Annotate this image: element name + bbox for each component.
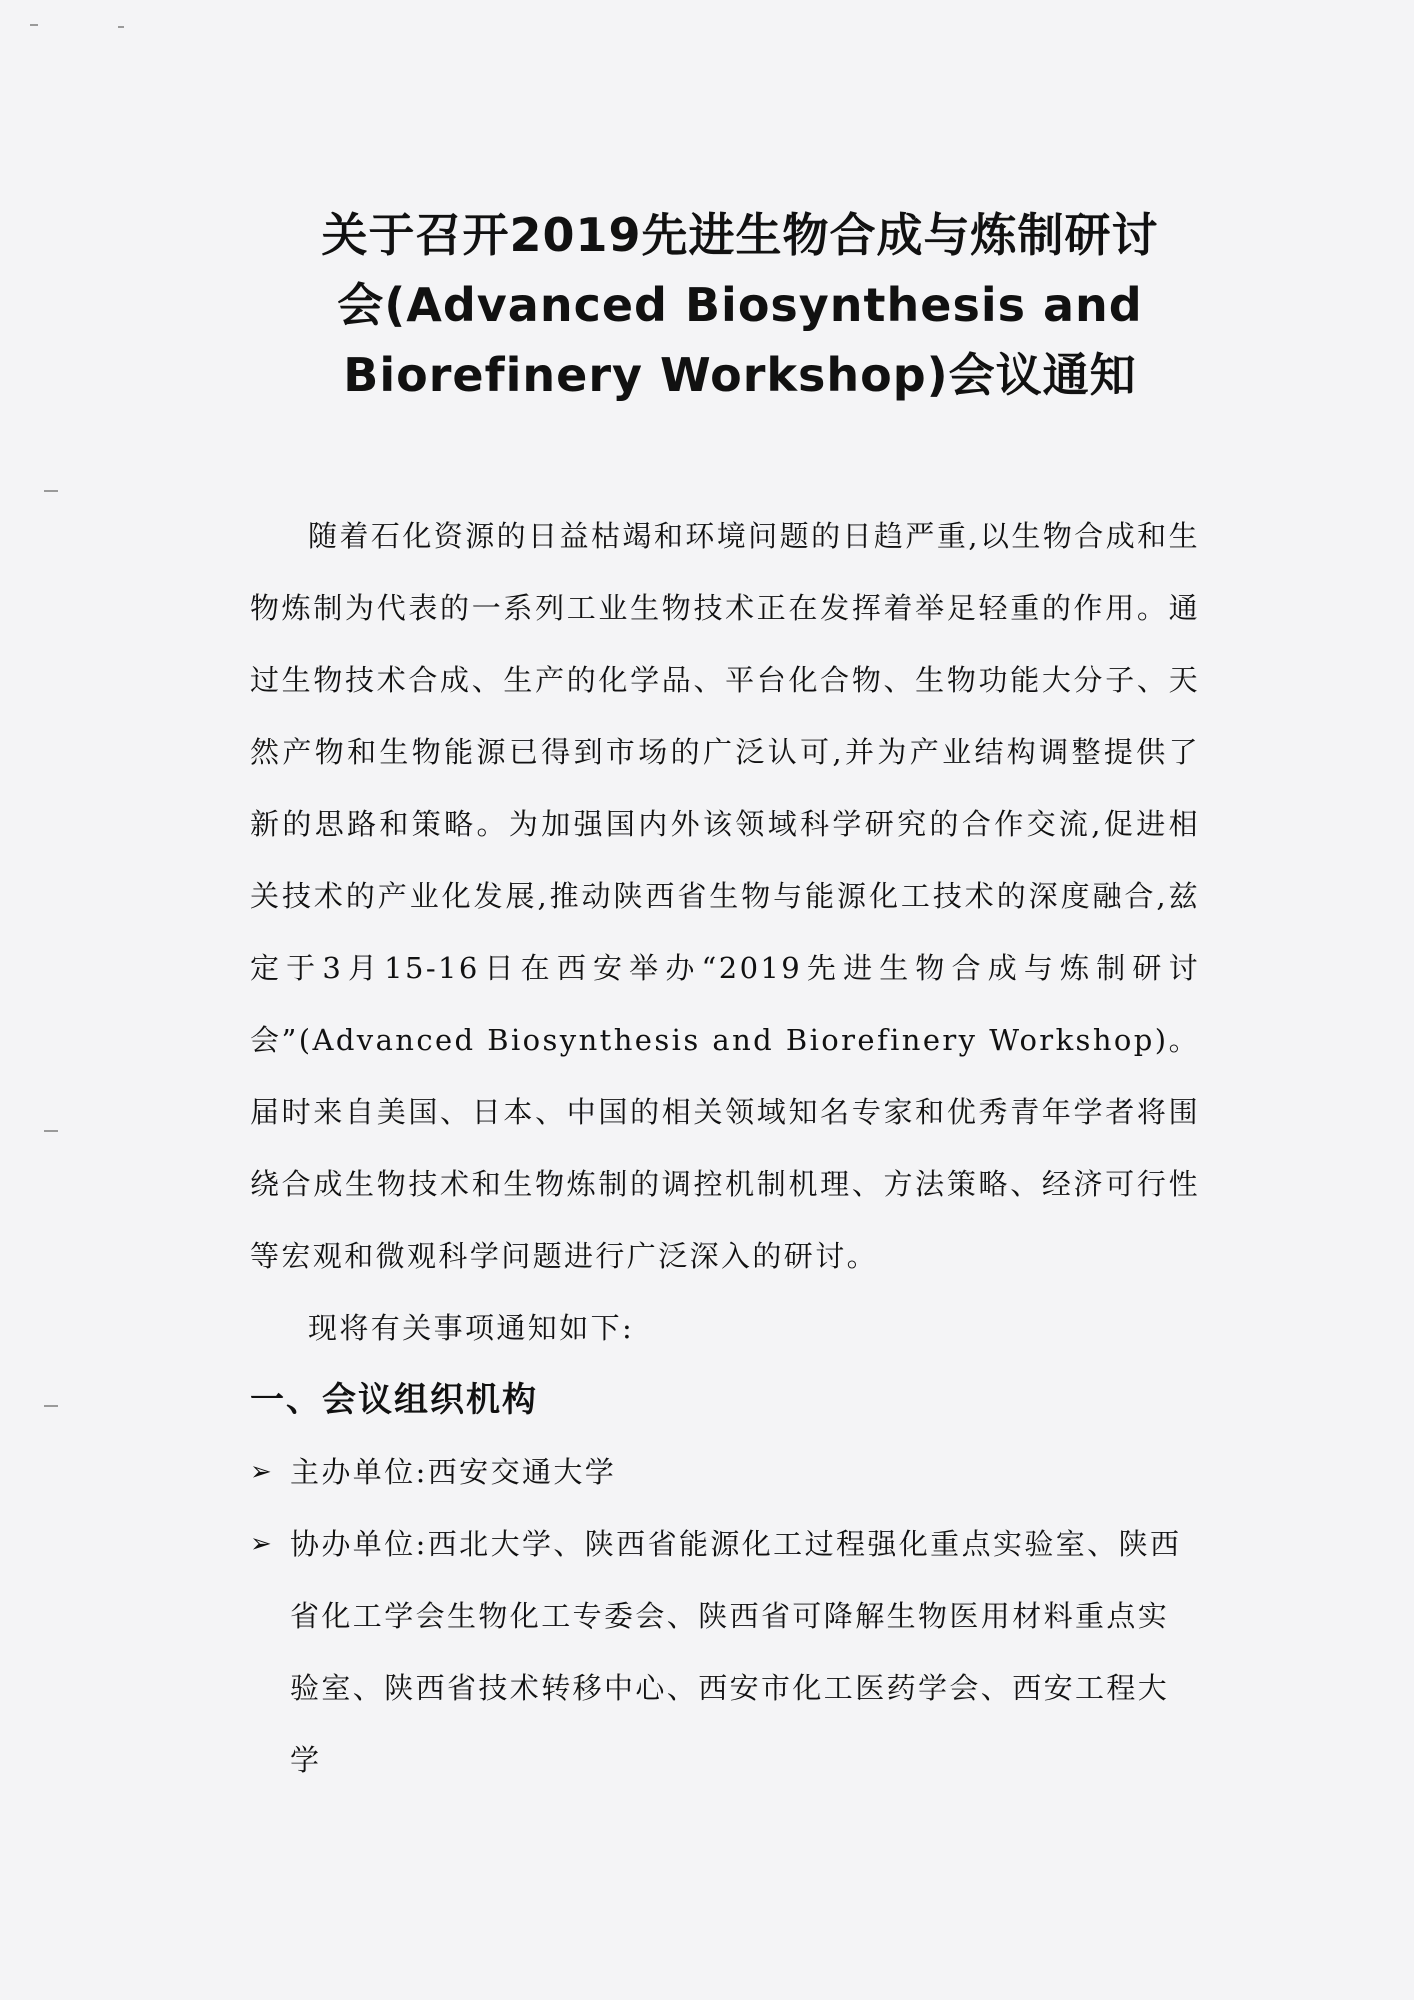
scan-mark: [118, 26, 124, 28]
notice-intro: 现将有关事项通知如下:: [308, 1311, 635, 1345]
list-item: [250, 1436, 1200, 1508]
co-organizer-text: 协办单位:西北大学、陕西省能源化工过程强化重点实验室、陕西省化工学会生物化工专委会、陕西省可降解生物医用材料重点实验室、陕西省技术转移中心、西安市化工医药学会、西安工程大学: [290, 1527, 1182, 1777]
list-item: [250, 1508, 1200, 1796]
arrow-bullet-icon: ➢: [250, 1457, 275, 1487]
section-heading: 一、会议组织机构: [250, 1380, 538, 1420]
intro-paragraph: 随着石化资源的日益枯竭和环境问题的日趋严重,以生物合成和生物炼制为代表的一系列工业生物技术正在发挥着举足轻重的作用。通过生物技术合成、生产的化学品、平台化合物、生物功能大分子、天然产物和生物能源已得到市场的广泛认可,并为产业结构调整提供了新的思路和策略。为加强国内外该领域科学研究的合作交流,促进相关技术的产业化发展,推动陕西省生物与能源化工技术的深度融合,兹定于3月15-16日在西安举办“2019先进生物合成与炼制研讨会”(Advanced Biosynthesis and Biorefinery Workshop)。届时来自美国、日本、中国的相关领域知名专家和优秀青年学者将围绕合成生物技术和生物炼制的调控机制机理、方法策略、经济可行性等宏观和微观科学问题进行广泛深入的研讨。: [250, 519, 1200, 1273]
scan-mark: [30, 24, 38, 26]
document-title: [240, 200, 1240, 410]
scan-mark: [44, 490, 58, 492]
scan-mark: [44, 1130, 58, 1132]
title-line-3: Biorefinery Workshop)会议通知: [343, 348, 1137, 402]
document-body: [250, 500, 1200, 1796]
title-line-1: 关于召开2019先进生物合成与炼制研讨: [321, 208, 1159, 262]
arrow-bullet-icon: ➢: [250, 1529, 275, 1559]
scan-mark: [44, 1405, 58, 1407]
host-unit-text: 主办单位:西安交通大学: [290, 1455, 617, 1489]
title-line-2: 会(Advanced Biosynthesis and: [337, 278, 1143, 332]
